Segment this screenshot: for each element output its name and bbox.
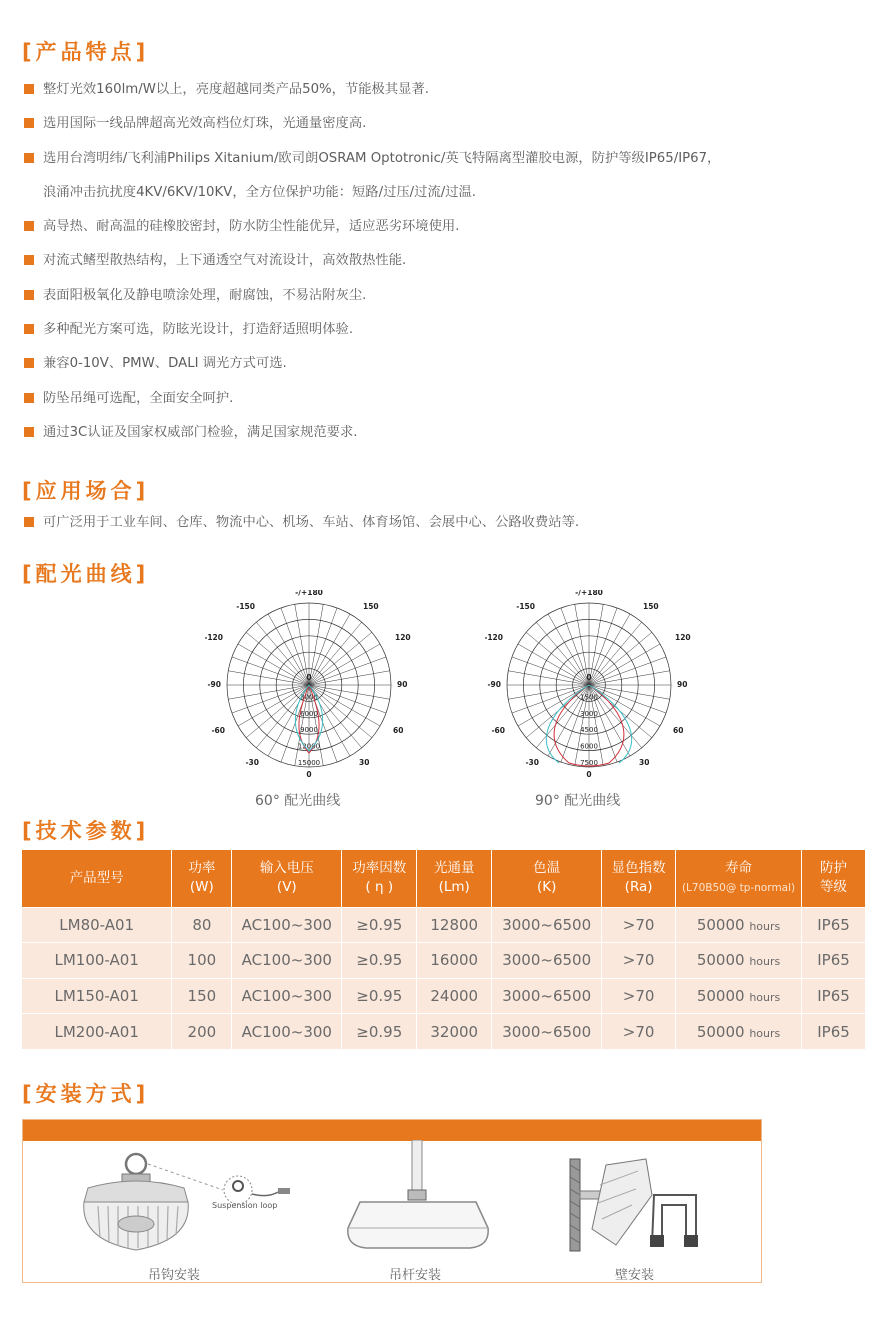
cell-cri: >70 [602, 907, 676, 943]
angle-label: 30 [359, 758, 370, 767]
table-row [22, 978, 866, 1014]
bullet-square-icon [24, 358, 34, 368]
caption-wall-mount: 壁安装 [615, 1268, 655, 1283]
bullet-square-icon [24, 393, 34, 403]
suspension-loop-label: Suspension loop [212, 1201, 278, 1210]
angle-label: -/+180 [295, 590, 323, 597]
table-header-row [22, 850, 866, 907]
header-flux: 光通量 (Lm) [417, 850, 492, 907]
polar-caption-60: 60° 配光曲线 [255, 793, 341, 809]
list-item: 防坠吊绳可选配，全面安全呵护. [24, 390, 720, 424]
angle-label: -90 [207, 680, 221, 689]
cell-cct: 3000~6500 [492, 907, 602, 943]
cell-flux: 32000 [417, 1014, 492, 1050]
cell-model: LM150-A01 [22, 978, 172, 1014]
ring-label: 3000 [300, 693, 318, 702]
list-item: 多种配光方案可选，防眩光设计，打造舒适照明体验. [24, 321, 720, 355]
list-item: 可广泛用于工业车间、仓库、物流中心、机场、车站、体育场馆、会展中心、公路收费站等. [24, 514, 579, 548]
cell-flux: 24000 [417, 978, 492, 1014]
cell-life: 50000 hours [676, 943, 802, 979]
install-header-bar [23, 1120, 761, 1141]
cell-cri: >70 [602, 1014, 676, 1050]
angle-label: -/+180 [575, 590, 603, 597]
cell-cct: 3000~6500 [492, 1014, 602, 1050]
bullet-square-icon [24, 118, 34, 128]
cell-ip: IP65 [802, 907, 866, 943]
cell-power: 80 [172, 907, 232, 943]
bullet-square-icon [24, 290, 34, 300]
polar-chart-90 [485, 590, 695, 790]
angle-label: 120 [395, 633, 411, 642]
list-item: 通过3C认证及国家权威部门检验，满足国家规范要求. [24, 424, 720, 458]
angle-label: 0 [586, 770, 592, 779]
angle-label: -90 [487, 680, 501, 689]
bullet-square-icon [24, 153, 34, 163]
cell-model: LM80-A01 [22, 907, 172, 943]
ring-label: 6000 [300, 709, 318, 718]
cell-ip: IP65 [802, 978, 866, 1014]
header-ip: 防护 等级 [802, 850, 866, 907]
install-title: [安装方式] [22, 1082, 150, 1106]
spec-table [22, 850, 866, 1049]
table-row [22, 943, 866, 979]
cell-voltage: AC100~300 [232, 978, 342, 1014]
list-item: 浪涌冲击抗扰度4KV/6KV/10KV，全方位保护功能：短路/过压/过流/过温. [43, 184, 477, 200]
header-voltage: 输入电压 (V) [232, 850, 342, 907]
header-model: 产品型号 [22, 850, 172, 907]
list-item: 兼容0-10V、PMW、DALI 调光方式可选. [24, 355, 720, 389]
polar-chart-60 [205, 590, 415, 790]
cell-cri: >70 [602, 943, 676, 979]
list-item: 选用国际一线品牌超高光效高档位灯珠，光通量密度高. [24, 115, 720, 149]
cell-voltage: AC100~300 [232, 1014, 342, 1050]
list-item: 选用台湾明纬/飞利浦Philips Xitanium/欧司朗OSRAM Optotronic/英飞特隔离型灌胶电源，防护等级IP65/IP67， [24, 150, 720, 184]
polar-caption-90: 90° 配光曲线 [535, 793, 621, 809]
list-item: 对流式鳍型散热结构，上下通透空气对流设计，高效散热性能. [24, 252, 720, 286]
polar-chart-90-svg [485, 590, 695, 790]
angle-label: 0 [586, 673, 592, 682]
header-cri: 显色指数 (Ra) [602, 850, 676, 907]
angle-label: 0 [306, 673, 312, 682]
applications-list [24, 514, 579, 548]
angle-label: -150 [236, 602, 255, 611]
angle-label: -30 [525, 758, 539, 767]
cell-cct: 3000~6500 [492, 978, 602, 1014]
features-list [24, 81, 720, 458]
applications-title: [应用场合] [22, 479, 150, 503]
header-pf: 功率因数 ( η ) [342, 850, 417, 907]
ring-label: 12000 [297, 742, 321, 751]
angle-label: -120 [485, 633, 503, 642]
ring-label: 15000 [297, 759, 321, 767]
cell-pf: ≥0.95 [342, 1014, 417, 1050]
ring-label: 4500 [580, 726, 598, 735]
wall-mount-illustration [566, 1155, 706, 1255]
cell-voltage: AC100~300 [232, 943, 342, 979]
cell-life: 50000 hours [676, 1014, 802, 1050]
cell-pf: ≥0.95 [342, 943, 417, 979]
ring-label: 7500 [580, 759, 598, 767]
angle-label: 150 [363, 602, 379, 611]
bullet-square-icon [24, 221, 34, 231]
cell-flux: 16000 [417, 943, 492, 979]
cell-ip: IP65 [802, 1014, 866, 1050]
caption-rod-mount: 吊杆安装 [389, 1268, 442, 1283]
cell-flux: 12800 [417, 907, 492, 943]
features-title: [产品特点] [22, 40, 150, 64]
angle-label: -150 [516, 602, 535, 611]
list-item: 整灯光效160lm/W以上，亮度超越同类产品50%，节能极其显著. [24, 81, 720, 115]
angle-label: 150 [643, 602, 659, 611]
cell-life: 50000 hours [676, 978, 802, 1014]
distribution-title: [配光曲线] [22, 562, 150, 586]
caption-hook-mount: 吊钩安装 [148, 1268, 201, 1283]
list-item: 表面阳极氧化及静电喷涂处理，耐腐蚀，不易沾附灰尘. [24, 287, 720, 321]
header-power: 功率 (W) [172, 850, 232, 907]
cell-power: 150 [172, 978, 232, 1014]
ring-label: 3000 [580, 709, 598, 718]
angle-label: 60 [393, 726, 404, 735]
cell-cct: 3000~6500 [492, 943, 602, 979]
angle-label: 90 [397, 680, 408, 689]
angle-label: 60 [673, 726, 684, 735]
angle-label: 120 [675, 633, 691, 642]
angle-label: -120 [205, 633, 223, 642]
table-row [22, 1014, 866, 1050]
angle-label: -60 [211, 726, 225, 735]
cell-model: LM200-A01 [22, 1014, 172, 1050]
table-row [22, 907, 866, 943]
ring-label: 1500 [580, 693, 598, 702]
cell-cri: >70 [602, 978, 676, 1014]
bullet-square-icon [24, 255, 34, 265]
cell-power: 100 [172, 943, 232, 979]
ring-label: 6000 [580, 742, 598, 751]
rod-mount-illustration [338, 1140, 498, 1255]
cell-power: 200 [172, 1014, 232, 1050]
polar-chart-60-svg [205, 590, 415, 790]
angle-label: -30 [245, 758, 259, 767]
specs-title: [技术参数] [22, 819, 150, 843]
bullet-square-icon [24, 324, 34, 334]
cell-ip: IP65 [802, 943, 866, 979]
cell-model: LM100-A01 [22, 943, 172, 979]
cell-pf: ≥0.95 [342, 978, 417, 1014]
list-item: 高导热、耐高温的硅橡胶密封，防水防尘性能优异，适应恶劣环境使用. [24, 218, 720, 252]
angle-label: 90 [677, 680, 688, 689]
bullet-square-icon [24, 517, 34, 527]
cell-voltage: AC100~300 [232, 907, 342, 943]
ring-label: 9000 [300, 726, 318, 735]
bullet-square-icon [24, 427, 34, 437]
cell-life: 50000 hours [676, 907, 802, 943]
angle-label: 30 [639, 758, 650, 767]
cell-pf: ≥0.95 [342, 907, 417, 943]
bullet-square-icon [24, 84, 34, 94]
angle-label: -60 [491, 726, 505, 735]
angle-label: 0 [306, 770, 312, 779]
header-life: 寿命 (L70B50@ tp-normal) [676, 850, 802, 907]
header-cct: 色温 (K) [492, 850, 602, 907]
